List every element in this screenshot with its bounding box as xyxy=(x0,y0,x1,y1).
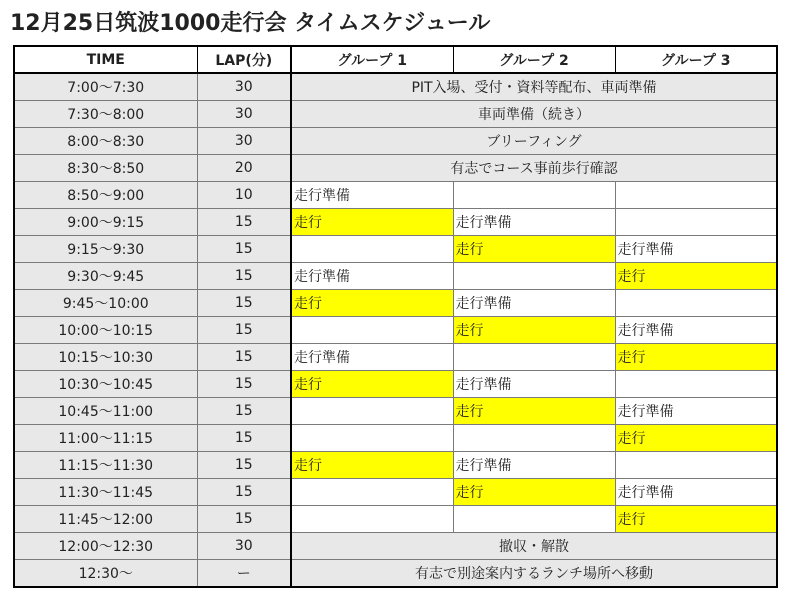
group-2-cell: 走行 xyxy=(453,236,615,263)
table-row xyxy=(14,425,777,452)
group-1-cell: 走行準備 xyxy=(291,263,453,290)
table-row xyxy=(14,452,777,479)
lap-cell: 15 xyxy=(197,506,291,533)
schedule-table xyxy=(13,45,778,588)
time-cell: 10:45〜11:00 xyxy=(14,398,197,425)
group-1-cell: 走行準備 xyxy=(291,344,453,371)
group-2-cell xyxy=(453,425,615,452)
table-row xyxy=(14,209,777,236)
group-2-cell: 走行準備 xyxy=(453,452,615,479)
table-row xyxy=(14,371,777,398)
lap-cell: 15 xyxy=(197,290,291,317)
time-cell: 8:50〜9:00 xyxy=(14,182,197,209)
header-group-3: グループ 3 xyxy=(615,46,777,73)
time-cell: 10:00〜10:15 xyxy=(14,317,197,344)
header-lap: LAP(分) xyxy=(197,46,291,73)
group-3-cell xyxy=(615,290,777,317)
group-1-cell: 走行 xyxy=(291,371,453,398)
lap-cell: 15 xyxy=(197,425,291,452)
time-cell: 9:15〜9:30 xyxy=(14,236,197,263)
lap-cell: 20 xyxy=(197,155,291,182)
lap-cell: 15 xyxy=(197,398,291,425)
header-time: TIME xyxy=(14,46,197,73)
group-3-cell xyxy=(615,182,777,209)
group-2-cell: 走行準備 xyxy=(453,371,615,398)
group-1-cell: 走行準備 xyxy=(291,182,453,209)
group-1-cell xyxy=(291,479,453,506)
time-cell: 8:30〜8:50 xyxy=(14,155,197,182)
table-row xyxy=(14,128,777,155)
span-cell: 撤収・解散 xyxy=(291,533,777,560)
lap-cell: 15 xyxy=(197,479,291,506)
group-1-cell: 走行 xyxy=(291,452,453,479)
header-group-2: グループ 2 xyxy=(453,46,615,73)
group-1-cell xyxy=(291,506,453,533)
lap-cell: 30 xyxy=(197,101,291,128)
group-3-cell: 走行準備 xyxy=(615,236,777,263)
span-cell: 有志でコース事前歩行確認 xyxy=(291,155,777,182)
lap-cell: 30 xyxy=(197,73,291,101)
lap-cell: 15 xyxy=(197,452,291,479)
table-row xyxy=(14,101,777,128)
table-row xyxy=(14,506,777,533)
group-1-cell xyxy=(291,425,453,452)
group-3-cell: 走行 xyxy=(615,425,777,452)
table-row xyxy=(14,263,777,290)
lap-cell: 15 xyxy=(197,317,291,344)
group-2-cell: 走行準備 xyxy=(453,209,615,236)
group-3-cell xyxy=(615,371,777,398)
time-cell: 11:00〜11:15 xyxy=(14,425,197,452)
table-row xyxy=(14,479,777,506)
lap-cell: 15 xyxy=(197,263,291,290)
group-3-cell: 走行 xyxy=(615,344,777,371)
group-2-cell: 走行 xyxy=(453,317,615,344)
time-cell: 7:30〜8:00 xyxy=(14,101,197,128)
table-row xyxy=(14,155,777,182)
table-row xyxy=(14,317,777,344)
group-1-cell: 走行 xyxy=(291,209,453,236)
group-3-cell: 走行 xyxy=(615,263,777,290)
table-row xyxy=(14,560,777,588)
header-group-1: グループ 1 xyxy=(291,46,453,73)
span-cell: PIT入場、受付・資料等配布、車両準備 xyxy=(291,73,777,101)
group-3-cell xyxy=(615,452,777,479)
table-row xyxy=(14,344,777,371)
span-cell: ブリーフィング xyxy=(291,128,777,155)
table-row xyxy=(14,398,777,425)
lap-cell: 30 xyxy=(197,533,291,560)
group-2-cell xyxy=(453,344,615,371)
group-3-cell xyxy=(615,209,777,236)
time-cell: 11:15〜11:30 xyxy=(14,452,197,479)
time-cell: 12:30〜 xyxy=(14,560,197,588)
lap-cell: 30 xyxy=(197,128,291,155)
group-2-cell: 走行準備 xyxy=(453,290,615,317)
span-cell: 車両準備（続き） xyxy=(291,101,777,128)
lap-cell: ー xyxy=(197,560,291,588)
group-2-cell xyxy=(453,182,615,209)
table-row xyxy=(14,236,777,263)
group-1-cell xyxy=(291,236,453,263)
group-2-cell: 走行 xyxy=(453,398,615,425)
page-title: 12月25日筑波1000走行会 タイムスケジュール xyxy=(10,11,491,36)
time-cell: 10:30〜10:45 xyxy=(14,371,197,398)
time-cell: 11:45〜12:00 xyxy=(14,506,197,533)
lap-cell: 15 xyxy=(197,209,291,236)
table-row xyxy=(14,182,777,209)
group-3-cell: 走行 xyxy=(615,506,777,533)
table-row xyxy=(14,290,777,317)
lap-cell: 10 xyxy=(197,182,291,209)
schedule-body xyxy=(14,73,777,587)
time-cell: 11:30〜11:45 xyxy=(14,479,197,506)
lap-cell: 15 xyxy=(197,344,291,371)
time-cell: 8:00〜8:30 xyxy=(14,128,197,155)
table-row xyxy=(14,533,777,560)
group-2-cell: 走行 xyxy=(453,479,615,506)
lap-cell: 15 xyxy=(197,371,291,398)
time-cell: 9:45〜10:00 xyxy=(14,290,197,317)
time-cell: 10:15〜10:30 xyxy=(14,344,197,371)
group-2-cell xyxy=(453,506,615,533)
time-cell: 12:00〜12:30 xyxy=(14,533,197,560)
time-cell: 7:00〜7:30 xyxy=(14,73,197,101)
header-row xyxy=(14,46,777,73)
group-1-cell: 走行 xyxy=(291,290,453,317)
time-cell: 9:00〜9:15 xyxy=(14,209,197,236)
group-3-cell: 走行準備 xyxy=(615,398,777,425)
group-3-cell: 走行準備 xyxy=(615,317,777,344)
table-row xyxy=(14,73,777,101)
lap-cell: 15 xyxy=(197,236,291,263)
group-2-cell xyxy=(453,263,615,290)
span-cell: 有志で別途案内するランチ場所へ移動 xyxy=(291,560,777,588)
time-cell: 9:30〜9:45 xyxy=(14,263,197,290)
group-1-cell xyxy=(291,398,453,425)
group-1-cell xyxy=(291,317,453,344)
group-3-cell: 走行準備 xyxy=(615,479,777,506)
